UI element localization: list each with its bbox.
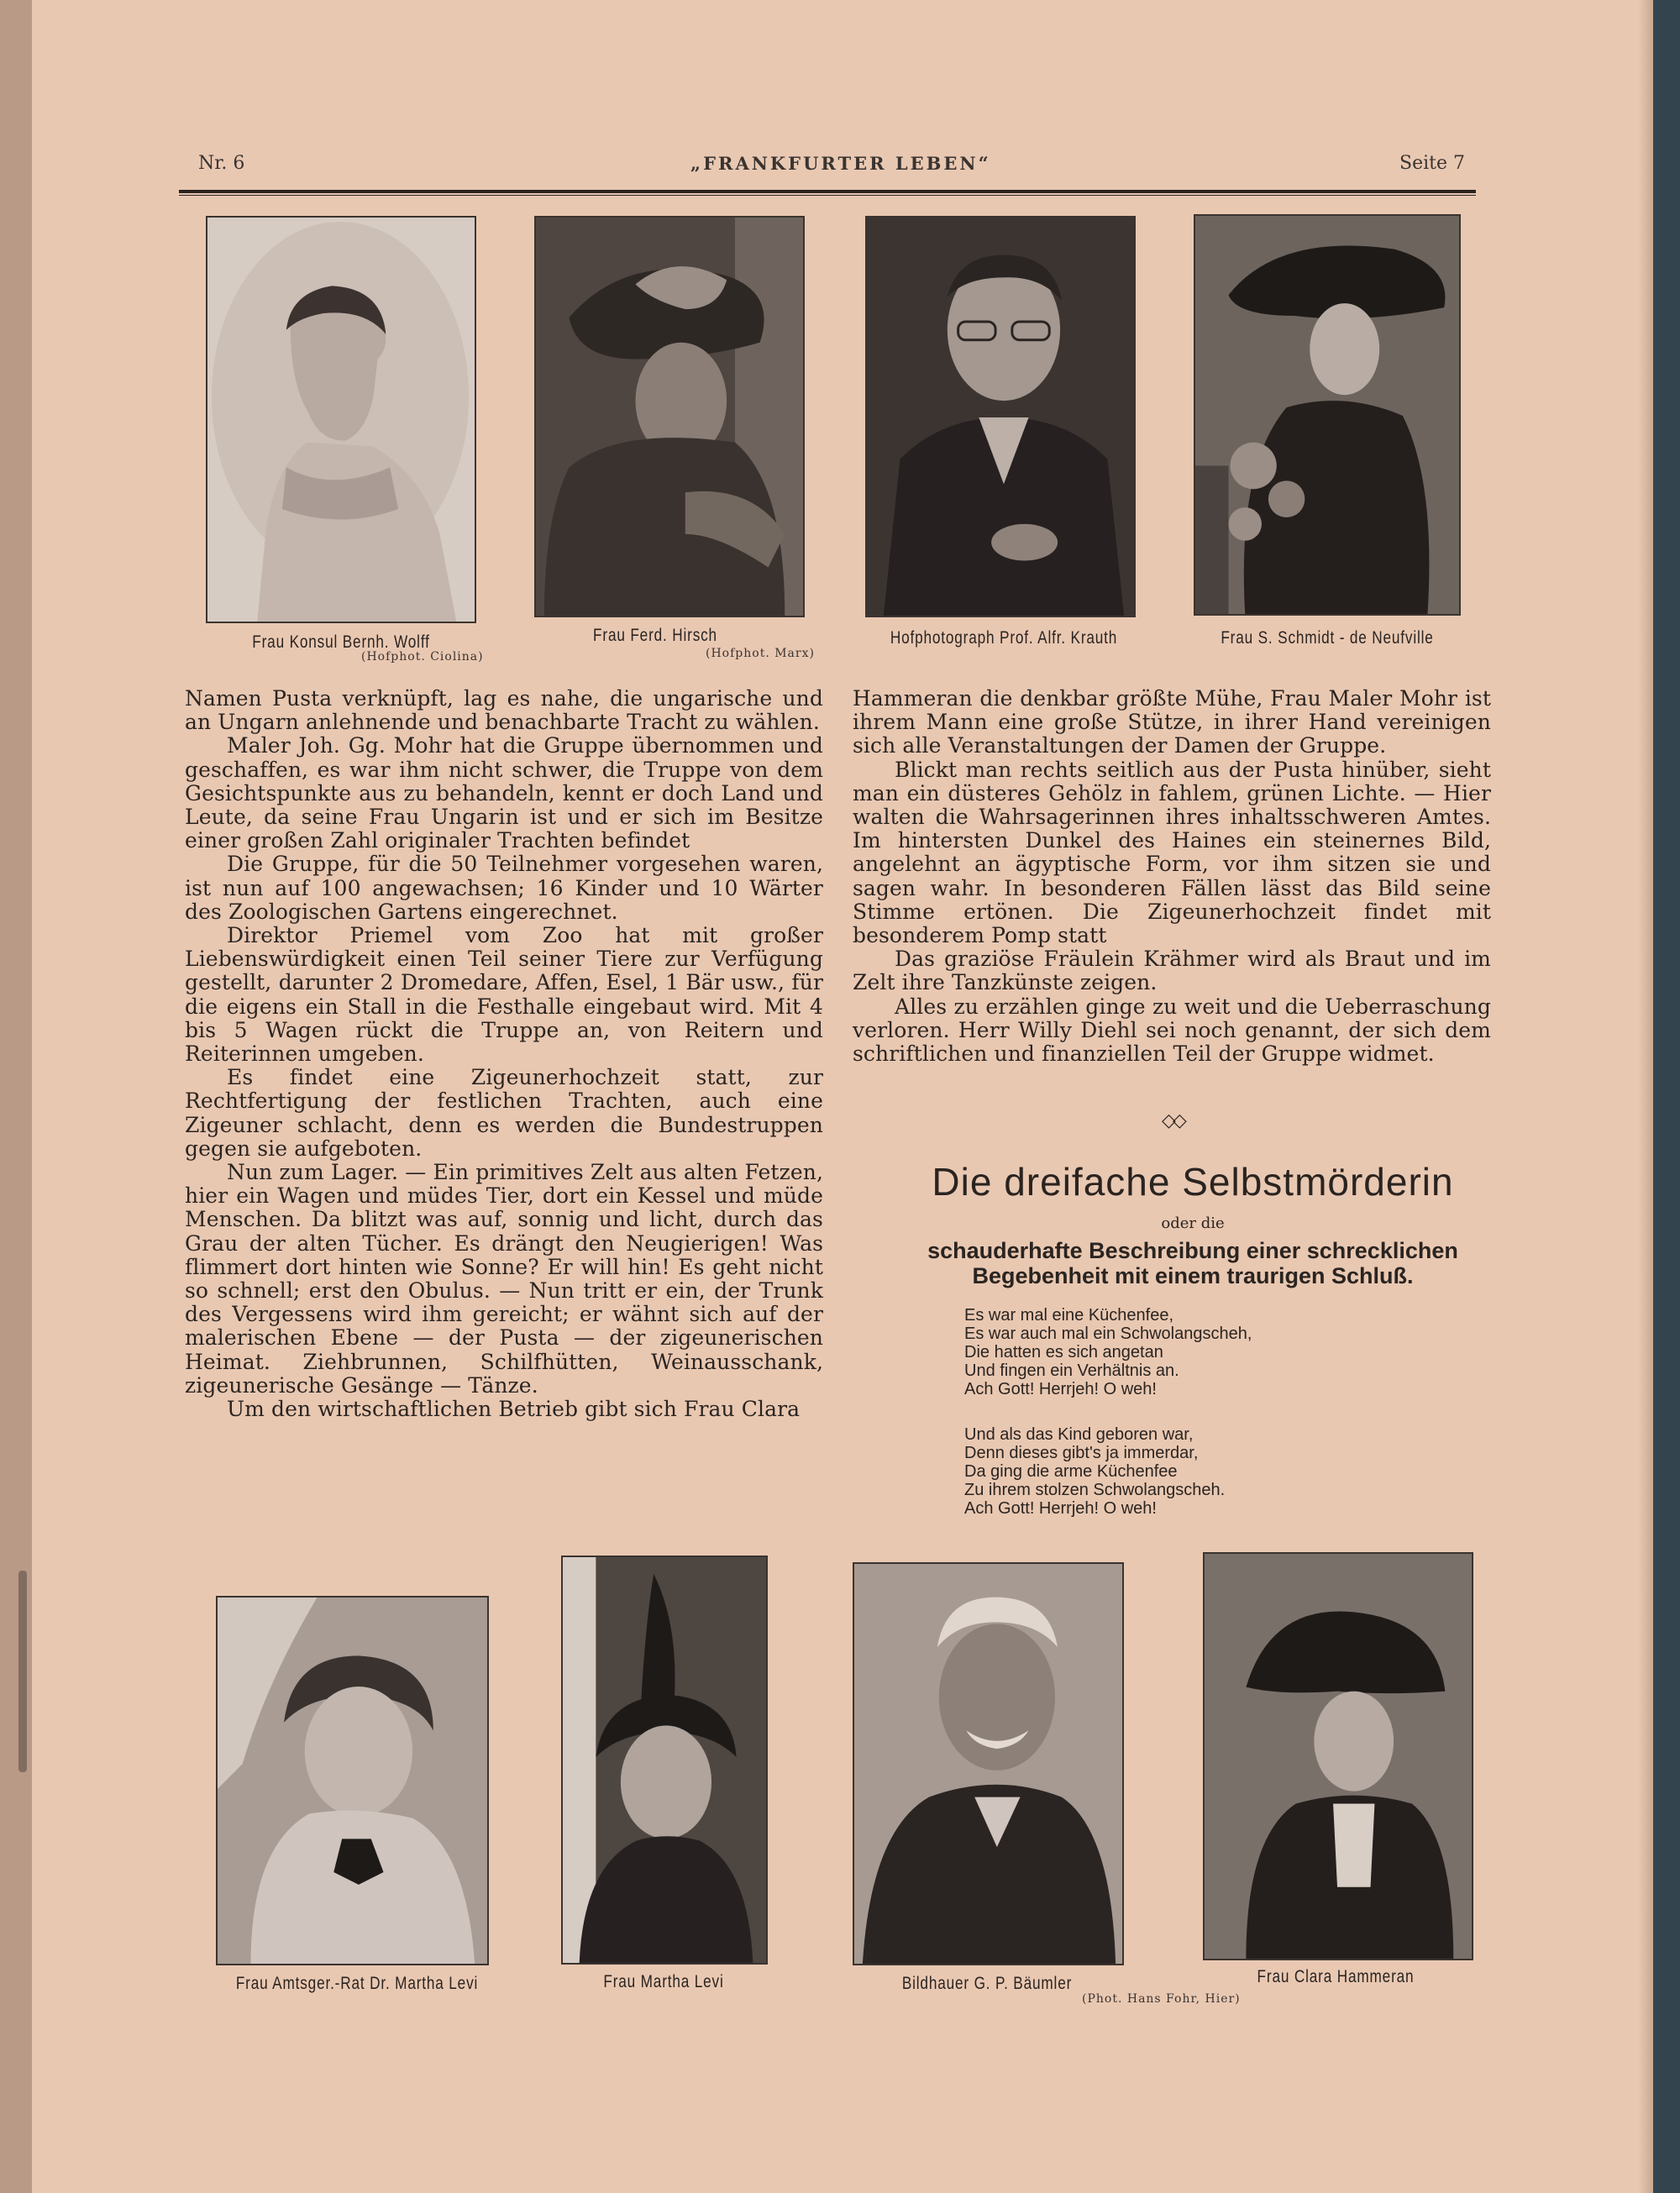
portrait-photo-baeumler bbox=[853, 1562, 1124, 1965]
paragraph: Alles zu erzählen ginge zu weit und die Ueberraschung verloren. Herr Willy Diehl sei noch genannt, der sich dem schriftlichen und finanziellen Teil der Gruppe widmet. bbox=[853, 994, 1491, 1067]
header-rule bbox=[179, 190, 1476, 193]
issue-number: Nr. 6 bbox=[198, 153, 245, 174]
caption-martha-levi-amtsger: Frau Amtsger.-Rat Dr. Martha Levi bbox=[235, 1974, 479, 1993]
caption-wolff: Frau Konsul Bernh. Wolff bbox=[252, 632, 430, 652]
caption-hammeran: Frau Clara Hammeran bbox=[1257, 1967, 1415, 1986]
paragraph: Das graziöse Fräulein Krähmer wird als Braut und im Zelt ihre Tanzkünste zeigen. bbox=[853, 947, 1491, 995]
ornament-divider: ◇◇ bbox=[1162, 1110, 1184, 1131]
paragraph: Hammeran die denkbar größte Mühe, Frau Maler Mohr ist ihrem Mann eine große Stütze, in ihrer Hand vereinigen sich alle Veranstaltungen der Damen der Gruppe. bbox=[853, 686, 1491, 758]
portrait-photo-wolff bbox=[206, 216, 476, 623]
credit-hirsch: (Hofphot. Marx) bbox=[706, 647, 815, 660]
binding-fold bbox=[18, 1571, 27, 1772]
paragraph: Die Gruppe, für die 50 Teilnehmer vorgesehen waren, ist nun auf 100 angewachsen; 16 Kinder und 10 Wärter des Zoologischen Gartens eingerechnet. bbox=[185, 852, 823, 924]
caption-hirsch: Frau Ferd. Hirsch bbox=[593, 626, 717, 645]
poem-stanza-1: Es war mal eine Küchenfee, Es war auch mal ein Schwolangscheh, Die hatten es sich angetan Und fingen ein Verhältnis an. Ach Gott! Herrjeh! O weh! bbox=[964, 1306, 1252, 1398]
portrait-photo-hirsch bbox=[534, 216, 805, 617]
article-right-column bbox=[853, 687, 1491, 1066]
poem-title: Die dreifache Selbstmörderin bbox=[932, 1160, 1454, 1204]
page-number: Seite 7 bbox=[1399, 153, 1465, 174]
portrait-photo-schmidt bbox=[1194, 214, 1461, 616]
poem-subtitle-line-1: schauderhafte Beschreibung einer schrecklichen bbox=[927, 1238, 1458, 1263]
portrait-photo-hammeran bbox=[1203, 1552, 1473, 1960]
caption-schmidt: Frau S. Schmidt - de Neufville bbox=[1221, 628, 1434, 648]
poem-subtitle-line-2: Begebenheit mit einem traurigen Schluß. bbox=[972, 1263, 1414, 1288]
scan-right-edge bbox=[1653, 0, 1680, 2193]
poem-subtitle bbox=[840, 1238, 1546, 1288]
poem-stanza-2: Und als das Kind geboren war, Denn dieses gibt's ja immerdar, Da ging die arme Küchenfee Zu ihrem stolzen Schwolangscheh. Ach Gott! Herrjeh! O weh! bbox=[964, 1425, 1226, 1518]
header-rule-thin bbox=[179, 195, 1476, 196]
paragraph: Um den wirtschaftlichen Betrieb gibt sich Frau Clara bbox=[227, 1397, 801, 1422]
credit-wolff: (Hofphot. Ciolina) bbox=[361, 650, 484, 664]
portrait-photo-martha-levi-amtsger bbox=[216, 1596, 489, 1965]
paragraph: Es findet eine Zigeunerhochzeit statt, zur Rechtfertigung der festlichen Trachten, auch eine Zigeuner schlacht, denn es werden die Bundestruppen gegen sie aufgeboten. bbox=[185, 1065, 823, 1161]
caption-krauth: Hofphotograph Prof. Alfr. Krauth bbox=[890, 628, 1118, 648]
poem-oder: oder die bbox=[1161, 1215, 1225, 1232]
portrait-photo-martha-levi bbox=[561, 1556, 768, 1965]
caption-martha-levi: Frau Martha Levi bbox=[603, 1972, 724, 1991]
paragraph: Direktor Priemel vom Zoo hat mit großer Liebenswürdigkeit einen Teil seiner Tiere zur Verfügung gestellt, darunter 2 Dromedare, Affen, Esel, 1 Bär usw., für die eigens ein Stall in die Festhalle eingebaut wird. Mit 4 bis 5 Wagen rückt die Truppe an, von Reitern und Reiterinnen umgeben. bbox=[185, 923, 823, 1067]
credit-hammeran: (Phot. Hans Fohr, Hier) bbox=[1082, 1992, 1241, 2006]
paragraph: Nun zum Lager. — Ein primitives Zelt aus alten Fetzen, hier ein Wagen und müdes Tier, dort ein Kessel und müde Menschen. Da blitzt was auf, sonnig und licht, durch das Grau der alten Tücher. Es drängt den Neugierigen! Was flimmert dort hinten wie Sonne? Er will hin! Es geht nicht so schnell; erst den Obulus. — Nun tritt er ein, der Trunk des Vergessens wird ihm gereicht; er wähnt sich auf der malerischen Ebene — der Pusta — der zigeunerischen Heimat. Ziehbrunnen, Schilfhütten, Weinausschank, zigeunerische Gesänge — Tänze. bbox=[185, 1160, 823, 1398]
caption-baeumler: Bildhauer G. P. Bäumler bbox=[901, 1974, 1073, 1993]
paragraph: Namen Pusta verknüpft, lag es nahe, die ungarische und an Ungarn anlehnende und benachbarte Tracht zu wählen. bbox=[185, 686, 823, 735]
portrait-photo-krauth bbox=[865, 216, 1136, 617]
scan-left-edge bbox=[0, 0, 32, 2193]
paragraph: Blickt man rechts seitlich aus der Pusta hinüber, sieht man ein düsteres Gehölz in fahlem, grünen Lichte. — Hier walten die Wahrsagerinnen ihres inhaltsschweren Amtes. Im hintersten Dunkel des Haines ein steinernes Bild, angelehnt an ägyptische Form, vor ihm sitzen sie und sagen wahr. In besonderen Fällen lässt das Bild seine Stimme ertönen. Die Zigeunerhochzeit findet mit besonderem Pomp statt bbox=[853, 757, 1491, 948]
article-left-column bbox=[185, 687, 823, 1421]
paragraph: Maler Joh. Gg. Mohr hat die Gruppe übernommen und geschaffen, es war ihm nicht schwer, die Truppe von dem Gesichtspunkte aus zu behandeln, kennt er doch Land und Leute, da seine Frau Ungarin ist und er sich im Besitze einer großen Zahl originaler Trachten befindet bbox=[185, 733, 823, 853]
newspaper-title: „FRANKFURTER LEBEN“ bbox=[690, 153, 991, 174]
